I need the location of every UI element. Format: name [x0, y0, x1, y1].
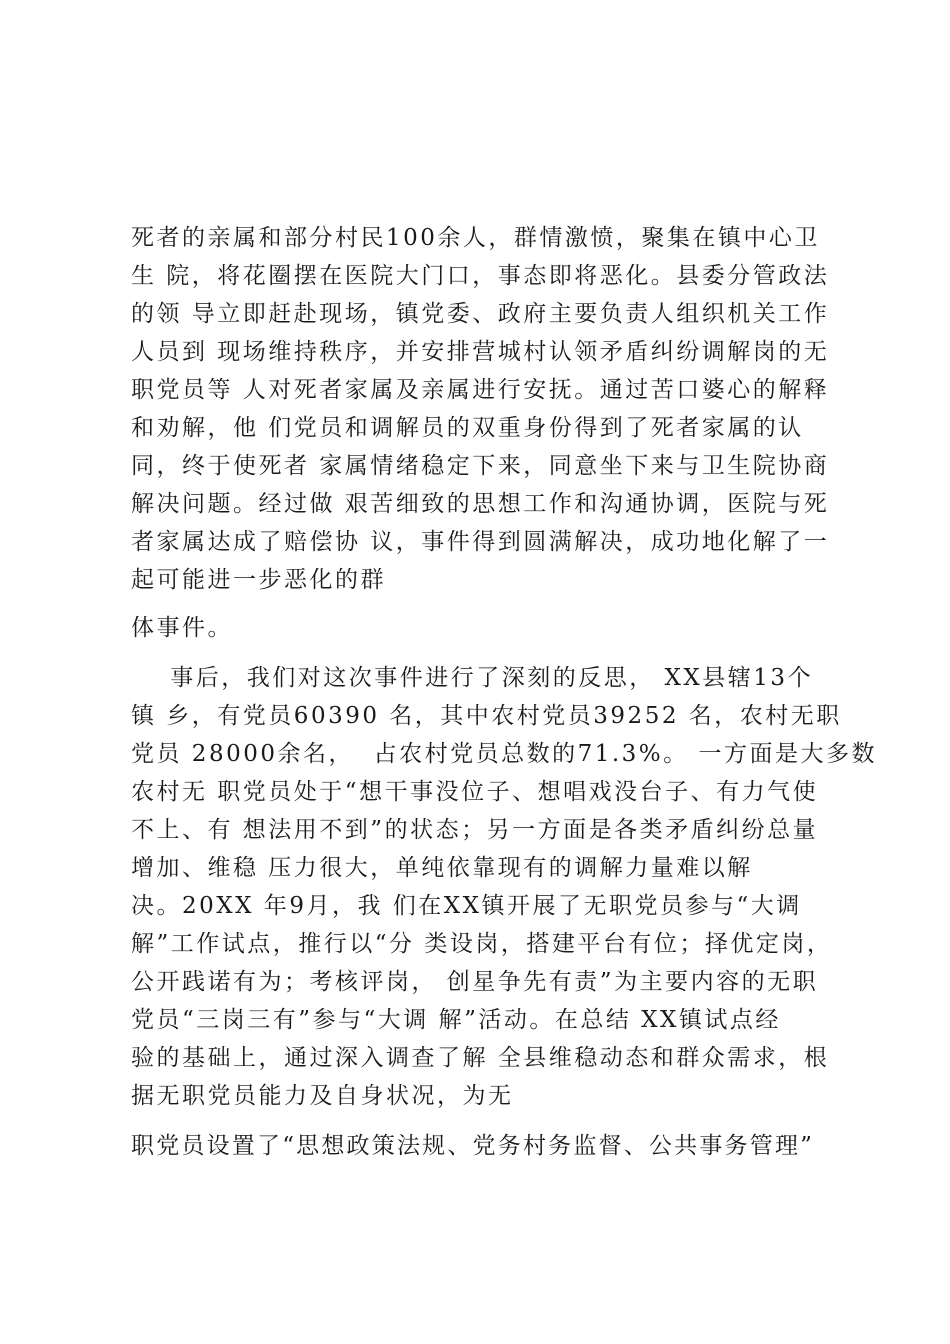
text-line: 增加、维稳 压力很大，单纯依靠现有的调解力量难以解 — [131, 855, 753, 881]
text-line: 起可能进一步恶化的群 — [131, 567, 386, 593]
text-line: 农村无 职党员处于“想干事没位子、想唱戏没台子、有力气使 — [131, 779, 819, 805]
text-line: 和劝解，他 们党员和调解员的双重身份得到了死者家属的认 — [131, 415, 804, 441]
text-line: 职党员设置了“思想政策法规、党务村务监督、公共事务管理” — [131, 1133, 815, 1159]
paragraph-start-line: 事后，我们对这次事件进行了深刻的反思， XX县辖13个 — [131, 665, 814, 691]
text-line: 人员到 现场维持秩序，并安排营城村认领矛盾纠纷调解岗的无 — [131, 339, 830, 365]
text-line: 体事件。 — [131, 615, 233, 641]
text-line: 验的基础上，通过深入调查了解 全县维稳动态和群众需求，根 — [131, 1045, 830, 1071]
text-line: 解决问题。经过做 艰苦细致的思想工作和沟通协调，医院与死 — [131, 491, 830, 517]
text-line: 镇 乡，有党员60390 名，其中农村党员39252 名，农村无职 — [131, 703, 842, 729]
text-line: 职党员等 人对死者家属及亲属进行安抚。通过苦口婆心的解释 — [131, 377, 830, 403]
text-line: 党员 28000余名， 占农村党员总数的71.3%。 一方面是大多数 — [131, 741, 877, 767]
text-line: 据无职党员能力及自身状况，为无 — [131, 1083, 514, 1109]
text-line: 解”工作试点，推行以“分 类设岗，搭建平台有位；择优定岗， — [131, 931, 833, 957]
text-line: 的领 导立即赶赴现场，镇党委、政府主要负责人组织机关工作 — [131, 301, 830, 327]
text-line: 不上、有 想法用不到”的状态；另一方面是各类矛盾纠纷总量 — [131, 817, 819, 843]
text-line: 同，终于使死者 家属情绪稳定下来，同意坐下来与卫生院协商 — [131, 453, 830, 479]
text-line: 公开践诺有为；考核评岗， 创星争先有责”为主要内容的无职 — [131, 969, 819, 995]
text-line: 死者的亲属和部分村民100余人，群情激愤，聚集在镇中心卫 — [131, 225, 820, 251]
text-line: 党员“三岗三有”参与“大调 解”活动。在总结 XX镇试点经 — [131, 1007, 781, 1033]
text-line: 生 院，将花圈摆在医院大门口，事态即将恶化。县委分管政法 — [131, 263, 830, 289]
text-line: 者家属达成了赔偿协 议，事件得到圆满解决，成功地化解了一 — [131, 529, 830, 555]
text-line: 决。20XX 年9月，我 们在XX镇开展了无职党员参与“大调 — [131, 893, 802, 919]
